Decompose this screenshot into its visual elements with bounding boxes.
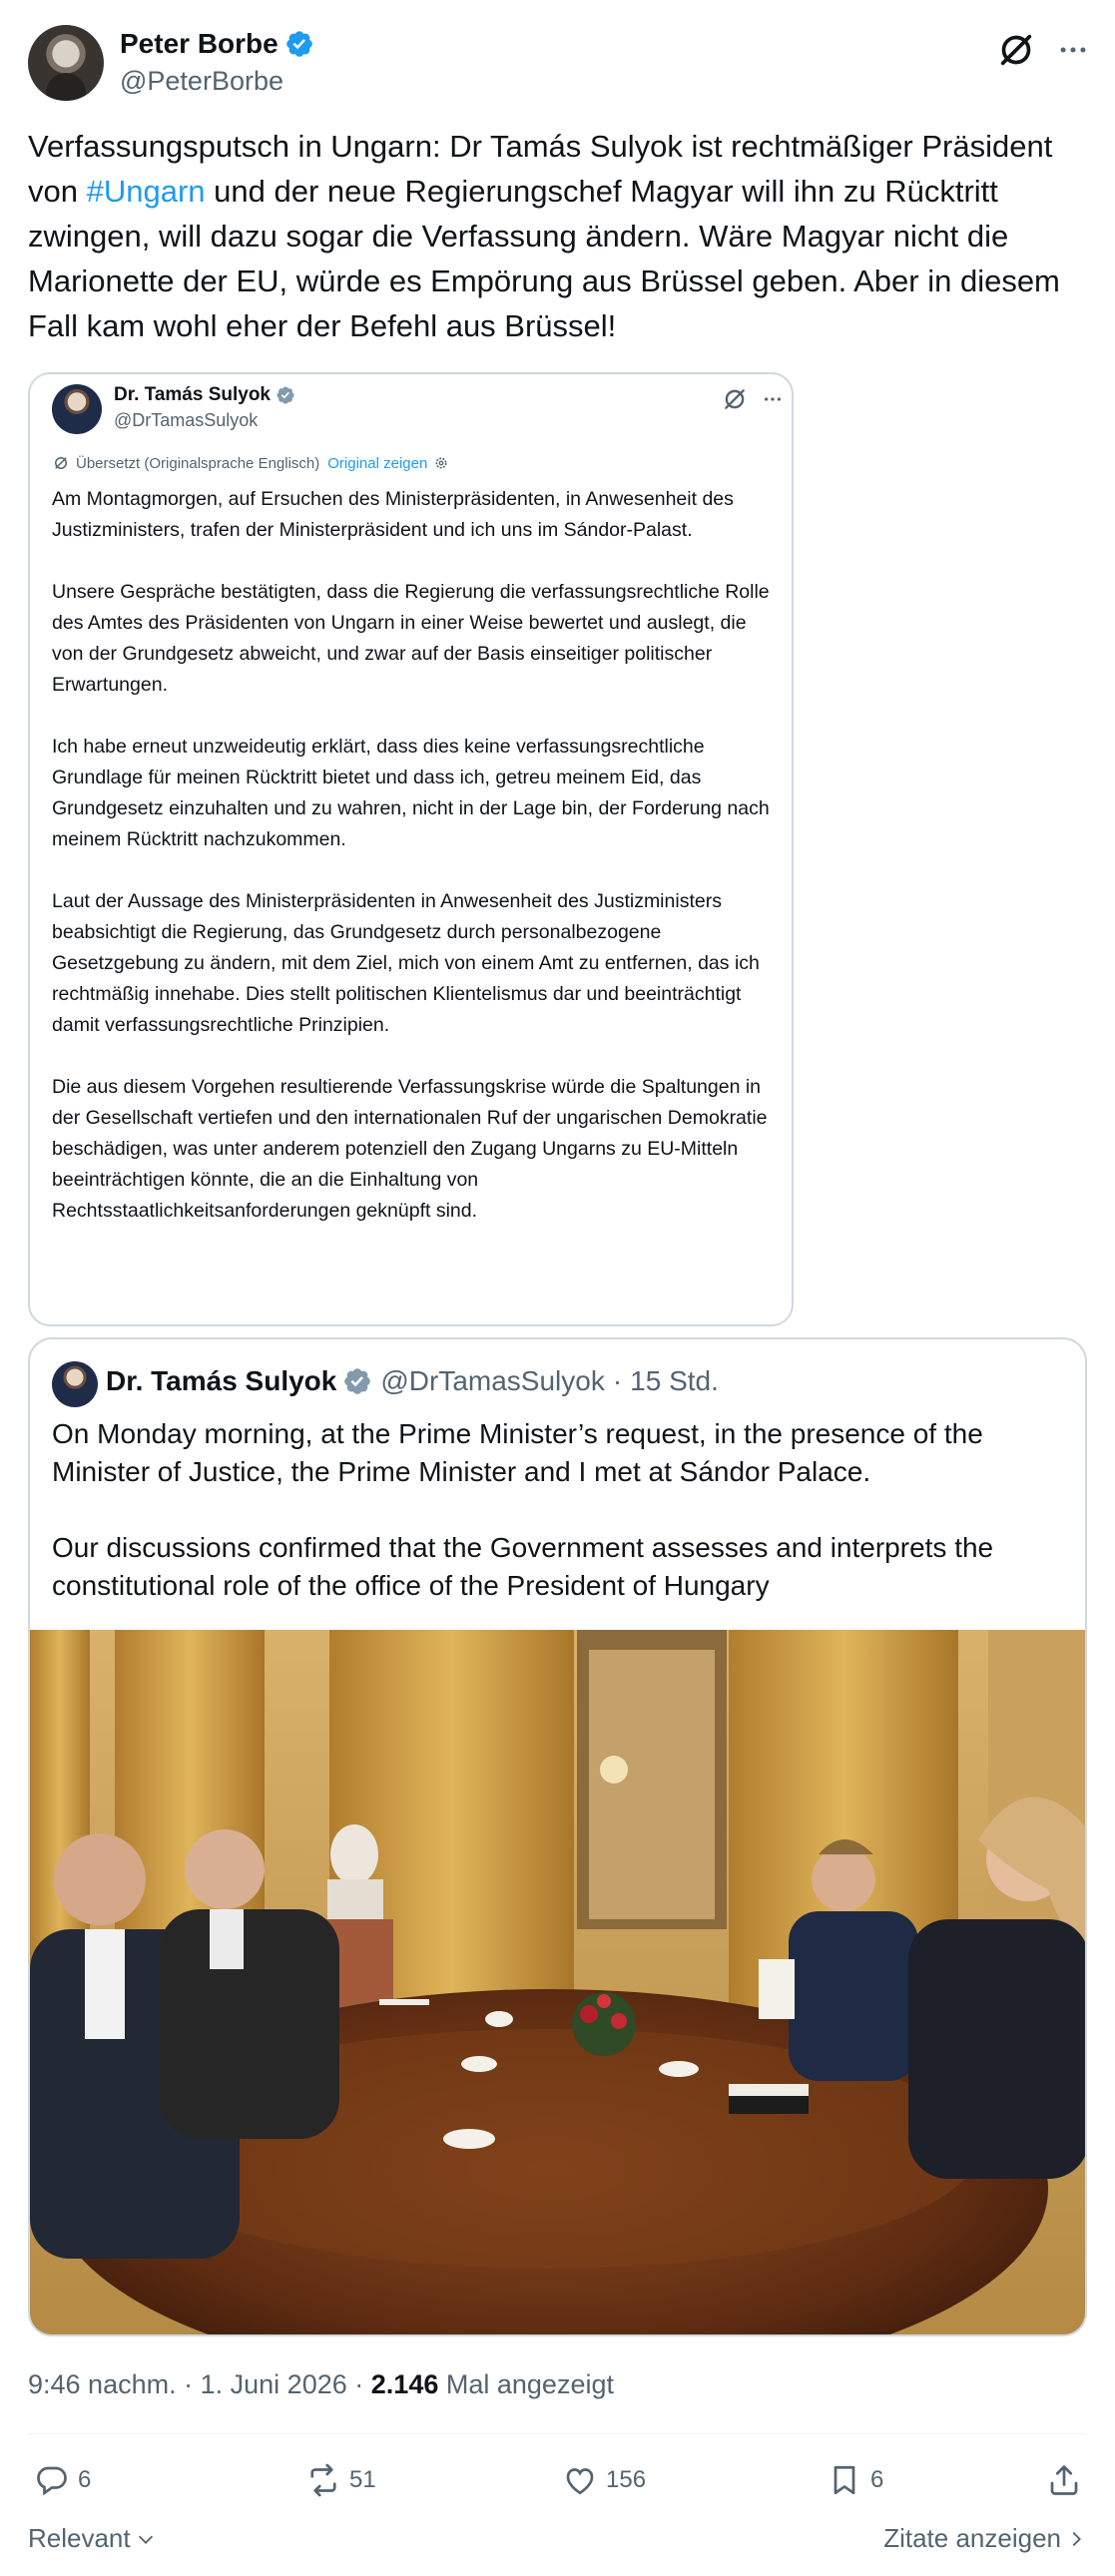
- quoted-paragraph: On Monday morning, at the Prime Minister’s request, in the presence of the Minister of Justice, the Prime Minister and I met at Sándor Palace.: [52, 1418, 983, 1487]
- views-label: Mal angezeigt: [445, 2369, 614, 2399]
- quoted-author-handle: @DrTamasSulyok: [380, 1365, 605, 1396]
- author-name[interactable]: Peter Borbe: [120, 28, 279, 59]
- meta-separator: ·: [354, 2369, 364, 2399]
- quoted-author-name: Dr. Tamás Sulyok: [106, 1365, 337, 1396]
- screenshot-original-link: Original zeigen: [327, 454, 428, 472]
- bookmark-button[interactable]: [827, 2455, 883, 2505]
- like-button[interactable]: [562, 2455, 646, 2505]
- author-name-row: [120, 28, 314, 60]
- bookmark-icon: [827, 2462, 862, 2498]
- screenshot-verified-badge-icon: [276, 385, 295, 405]
- quoted-tweet[interactable]: [28, 1337, 1087, 2336]
- view-quotes-link[interactable]: [883, 2523, 1087, 2554]
- hashtag-link[interactable]: #Ungarn: [86, 174, 206, 209]
- screenshot-paragraph: Unsere Gespräche bestätigten, dass die Regierung die verfassungsrechtliche Rolle des Amtes des Präsidenten von Ungarn in einer Weise bewertet und auslegt, die von der Grundgesetz abweicht, und zwar auf der Basis einseitiger politischer Erwartungen.: [52, 581, 770, 696]
- gear-icon: [433, 455, 449, 471]
- repost-button[interactable]: [305, 2455, 376, 2505]
- sort-label: Relevant: [28, 2523, 131, 2553]
- screenshot-paragraph: Die aus diesem Vorgehen resultierende Verfassungskrise würde die Spaltungen in der Gesellschaft vertiefen und den internationalen Ruf der ungarischen Demokratie beschädigen, was unter anderem potenziell den Zugang Ungarns zu EU-Mitteln beeinträchtigen könnte, die an die Einhaltung von Rechtsstaatlichkeitsanforderungen geknüpft sind.: [52, 1076, 768, 1222]
- share-button[interactable]: [1046, 2455, 1090, 2505]
- author-handle[interactable]: @PeterBorbe: [120, 66, 283, 96]
- like-count: 156: [606, 2466, 647, 2493]
- quoted-paragraph: Our discussions confirmed that the Government assesses and interprets the constitutional role of the office of the President of Hungary: [52, 1532, 994, 1601]
- views-count: 2.146: [370, 2369, 439, 2399]
- screenshot-paragraph: Ich habe erneut unzweideutig erklärt, dass dies keine verfassungsrechtliche Grundlage für meinen Rücktritt bietet und dass ich, getreu meinem Eid, das Grundgesetz einzuhalten und zu wahren, nicht in der Lage bin, der Forderung nach meinem Rücktritt nachzukommen.: [52, 736, 770, 850]
- avatar[interactable]: [28, 25, 104, 101]
- post-header: [28, 22, 1087, 102]
- attached-screenshot-image[interactable]: [28, 372, 794, 1326]
- meeting-photo[interactable]: [30, 1630, 1087, 2336]
- screenshot-body: [52, 484, 779, 1258]
- screenshot-translated-label: Übersetzt (Originalsprache Englisch): [76, 454, 320, 472]
- sort-dropdown[interactable]: [28, 2523, 157, 2554]
- post-time[interactable]: 9:46 nachm.: [28, 2369, 177, 2399]
- reply-button[interactable]: [34, 2455, 91, 2505]
- tweet-text: [28, 124, 1087, 348]
- tweet-text-start: Verfassungsputsch in Ungarn: Dr Tamás Sulyok ist rechtmäßiger Präsident von: [28, 129, 1053, 209]
- action-bar: [28, 2455, 1087, 2505]
- screenshot-author-handle: @DrTamasSulyok: [114, 410, 259, 430]
- screenshot-paragraph: Am Montagmorgen, auf Ersuchen des Ministerpräsidenten, in Anwesenheit des Justizministers, trafen der Ministerpräsident und ich uns im Sándor-Palast.: [52, 488, 734, 541]
- share-icon: [1046, 2462, 1082, 2498]
- quoted-time: 15 Std.: [630, 1365, 719, 1396]
- quoted-separator: ·: [612, 1365, 623, 1396]
- chevron-down-icon: [135, 2528, 157, 2550]
- post-meta: [28, 2369, 614, 2400]
- screenshot-name-row: [114, 384, 295, 406]
- verified-badge-icon: [284, 29, 314, 59]
- replies-header: [28, 2517, 1087, 2557]
- screenshot-more-icon: [762, 386, 784, 412]
- screenshot-paragraph: Laut der Aussage des Ministerpräsidenten in Anwesenheit des Justizministers beabsichtigt die Regierung, das Grundgesetz durch personalbezogene Gesetzgebung zu ändern, mit dem Ziel, mich von einem Amt zu entfernen, das ich rechtmäßig innehabe. Dies stellt politischen Klientelismus dar und beeinträchtigt damit verfassungsrechtliche Prinzipien.: [52, 890, 760, 1036]
- screenshot-translation-note: [52, 454, 449, 472]
- screenshot-grok-icon: [722, 386, 748, 412]
- meta-separator: ·: [184, 2369, 194, 2399]
- quotes-label: Zitate anzeigen: [883, 2523, 1061, 2553]
- tweet-text-end: und der neue Regierungschef Magyar will ihn zu Rücktritt zwingen, will dazu sogar die Verfassung ändern. Wäre Magyar nicht die Marionette der EU, würde es Empörung aus Brüssel geben. Aber in diesem Fall kam wohl eher der Befehl aus Brüssel!: [28, 174, 1060, 343]
- bookmark-count: 6: [870, 2466, 884, 2493]
- grok-icon[interactable]: [996, 30, 1036, 70]
- screenshot-avatar: [52, 384, 102, 434]
- quoted-avatar: [52, 1361, 98, 1407]
- quoted-text: [52, 1415, 1060, 1643]
- reply-icon: [34, 2462, 70, 2498]
- translate-icon: [52, 454, 70, 472]
- quoted-header: [106, 1365, 719, 1397]
- heart-icon: [562, 2462, 598, 2498]
- post-date[interactable]: 1. Juni 2026: [200, 2369, 347, 2399]
- reply-count: 6: [78, 2466, 92, 2493]
- divider: [28, 2433, 1087, 2434]
- chevron-right-icon: [1065, 2528, 1087, 2550]
- more-options-icon[interactable]: [1056, 30, 1090, 70]
- quoted-verified-badge-icon: [342, 1366, 372, 1396]
- repost-icon: [305, 2462, 341, 2498]
- repost-count: 51: [349, 2466, 376, 2493]
- screenshot-author-name: Dr. Tamás Sulyok: [114, 384, 271, 405]
